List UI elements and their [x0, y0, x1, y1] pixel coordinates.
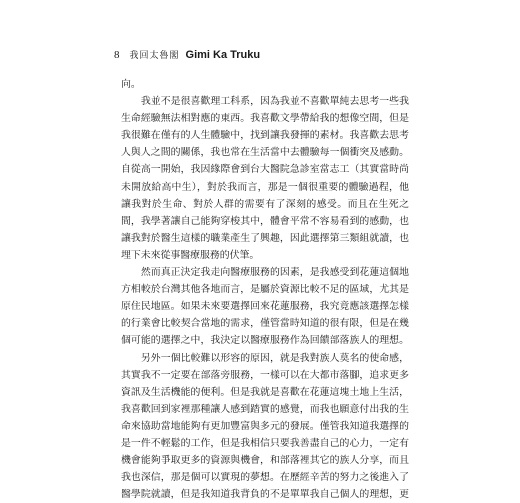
text-line: 生命經驗無法相對應的東西。我喜歡文學帶給我的想像空間，但是: [121, 113, 409, 125]
text-line: 然而真正決定我走向醫療服務的因素，是我感受到花蓮這個地: [121, 267, 409, 279]
text-line: 我也深信，那是個可以實現的夢想。在歷經辛苦的努力之後進入了: [121, 472, 409, 484]
text-line: 埋下未來從事醫療服務的伏筆。: [121, 249, 260, 261]
text-line: 我很難在僅有的人生體驗中，找到讓我發揮的素材。我喜歡去思考: [121, 130, 409, 142]
text-line: 機會能夠爭取更多的資源與機會，和部落裡其它的族人分享，而且: [121, 455, 409, 467]
text-line: 原住民地區。如果未來要選擇回來花蓮服務，我究竟應該選擇怎樣: [121, 301, 409, 313]
text-line: 人與人之間的關係，我也常在生活當中去體驗每一個衝突及感動。: [121, 147, 409, 159]
text-line: 我喜歡回到家裡那種讓人感到踏實的感覺，而我也願意付出我的生: [121, 403, 409, 415]
text-line: 自從高一開始，我因緣際會到台大醫院急診室當志工（其實當時尚: [121, 164, 409, 176]
text-line: 的行業會比較契合當地的需求，僅管當時知道的很有限，但是在幾: [121, 318, 409, 330]
text-line: 個可能的選擇之中，我決定以醫療服務作為回饋部落族人的理想。: [121, 335, 409, 347]
text-line: 是一件不輕鬆的工作，但是我相信只要我善盡自己的心力，一定有: [121, 437, 409, 449]
text-line: 我並不是很喜歡理工科系，因為我並不喜歡單純去思考一些我: [121, 96, 409, 108]
text-line: 間，我學著讓自己能夠穿梭其中，體會平常不容易看到的感動，也: [121, 215, 409, 227]
text-line: 另外一個比較難以形容的原因，就是我對族人莫名的使命感，: [121, 352, 409, 364]
text-line: 命來協助當地能夠有更加豐富與多元的發展。僅管我知道我選擇的: [121, 420, 409, 432]
book-title-chinese: 我回太魯閣: [129, 51, 180, 61]
text-line: 醫學院就讀，但是我知道我背負的不是單單我自己個人的理想，更: [121, 489, 409, 501]
body-text: [121, 76, 409, 503]
text-line: 讓我對於醫生這樣的職業產生了興趣，因此選擇第三類組就讀，也: [121, 232, 409, 244]
book-title-english: Gimi Ka Truku: [185, 49, 261, 61]
running-header: [114, 48, 260, 64]
page-number: 8: [114, 49, 120, 61]
text-line: 讓我對於生命、對於人群的需要有了深刻的感受。而且在生死之: [121, 198, 409, 210]
text-line: 資訊及生活機能的便利。但是我就是喜歡在花蓮這塊土地上生活，: [121, 386, 409, 398]
text-line: 未開放給高中生），對於我而言，那是一個很重要的體驗過程，他: [121, 181, 409, 193]
text-line: 方相較於台灣其他各地而言，是屬於資源比較不足的區域，尤其是: [121, 284, 409, 296]
text-line: 其實我不一定要在部落旁服務，一樣可以在大都市落腳，追求更多: [121, 369, 409, 381]
text-line: 向。: [121, 79, 141, 90]
